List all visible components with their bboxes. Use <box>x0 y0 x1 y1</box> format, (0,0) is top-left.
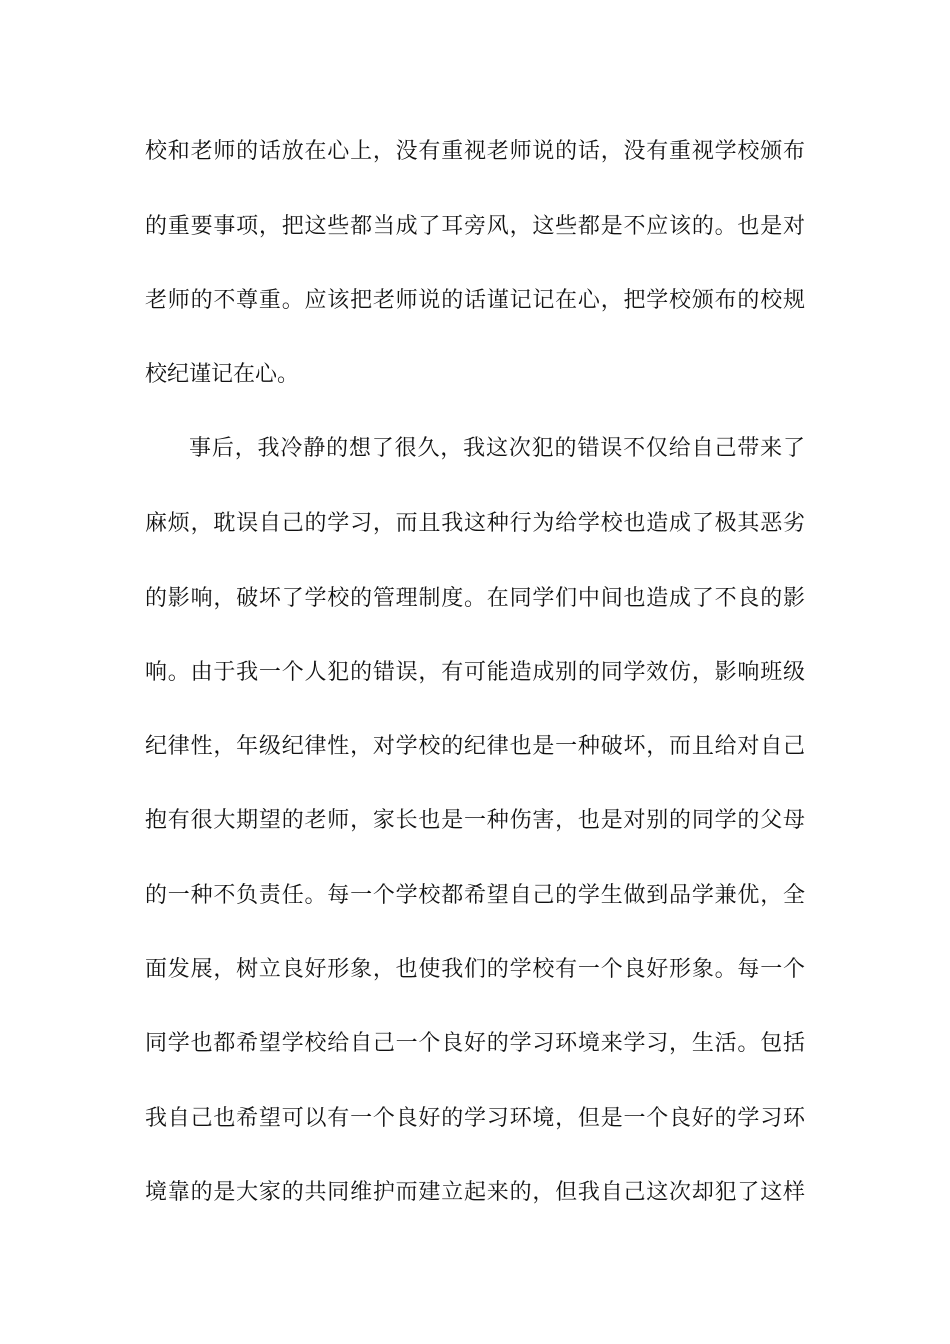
text-line: 麻烦，耽误自己的学习，而且我这种行为给学校也造成了极其恶劣 <box>145 511 805 536</box>
text-line: 纪律性，年级纪律性，对学校的纪律也是一种破坏，而且给对自己 <box>145 734 805 759</box>
text-line: 的影响，破坏了学校的管理制度。在同学们中间也造成了不良的影 <box>145 586 805 611</box>
text-line: 境靠的是大家的共同维护而建立起来的，但我自己这次却犯了这样 <box>145 1180 805 1205</box>
text-line: 的一种不负责任。每一个学校都希望自己的学生做到品学兼优，全 <box>145 883 805 908</box>
text-line: 老师的不尊重。应该把老师说的话谨记记在心，把学校颁布的校规 <box>145 288 805 313</box>
text-line: 同学也都希望学校给自己一个良好的学习环境来学习，生活。包括 <box>145 1031 805 1056</box>
text-line: 面发展，树立良好形象，也使我们的学校有一个良好形象。每一个 <box>145 957 805 982</box>
text-line: 校和老师的话放在心上，没有重视老师说的话，没有重视学校颁布 <box>145 139 805 164</box>
text-line: 校纪谨记在心。 <box>145 362 300 387</box>
text-line: 响。由于我一个人犯的错误，有可能造成别的同学效仿，影响班级 <box>145 660 805 685</box>
text-line: 的重要事项，把这些都当成了耳旁风，这些都是不应该的。也是对 <box>145 214 805 239</box>
text-line: 我自己也希望可以有一个良好的学习环境，但是一个良好的学习环 <box>145 1106 805 1131</box>
text-line: 抱有很大期望的老师，家长也是一种伤害，也是对别的同学的父母 <box>145 808 805 833</box>
text-line: 事后，我冷静的想了很久，我这次犯的错误不仅给自己带来了 <box>189 436 805 461</box>
